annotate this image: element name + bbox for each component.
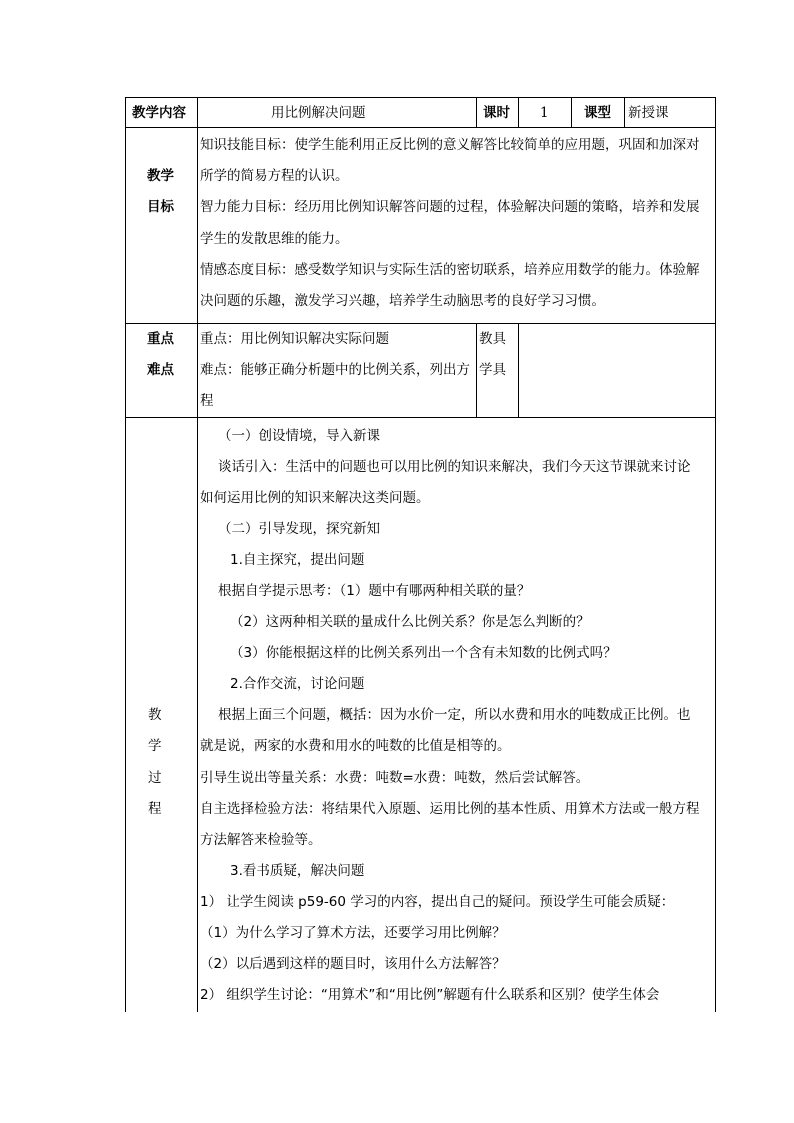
keypoints-line: 程 [200, 393, 214, 409]
table-border-row3 [125, 417, 716, 418]
keypoints-divider-tools [476, 323, 477, 417]
process-line: 3.看书质疑，解决问题 [230, 863, 365, 879]
keypoints-label-1: 重点 [147, 331, 174, 347]
content-label: 教学内容 [132, 105, 186, 121]
header-divider-hours [476, 97, 477, 127]
goals-label-1: 教学 [147, 168, 174, 184]
table-border-right [715, 97, 716, 1012]
keypoints-line: 难点：能够正确分析题中的比例关系，列出方 [200, 362, 470, 378]
process-line: 就是说，两家的水费和用水的吨数的比值是相等的。 [200, 738, 511, 754]
table-border-row2 [125, 323, 716, 324]
process-label-char: 过 [148, 770, 162, 786]
process-line: （1）为什么学习了算术方法，还要学习用比例解？ [200, 925, 506, 941]
process-label-char: 学 [148, 738, 162, 754]
goals-line: 所学的简易方程的认识。 [200, 168, 349, 184]
tools-label-1: 教具 [479, 331, 506, 347]
process-line: （2）这两种相关联的量成什么比例关系？你是怎么判断的？ [230, 614, 590, 630]
goals-line: 情感态度目标：感受数学知识与实际生活的密切联系，培养应用数学的能力。体验解 [200, 262, 700, 278]
keypoints-label-2: 难点 [147, 362, 174, 378]
process-line: 2.合作交流，讨论问题 [230, 676, 365, 692]
type-value: 新授课 [628, 105, 669, 121]
process-line: （3）你能根据这样的比例关系列出一个含有未知数的比例式吗？ [230, 645, 617, 661]
tools-label-2: 学具 [479, 362, 506, 378]
header-divider-hours-value [518, 97, 519, 127]
process-line: 自主选择检验方法：将结果代入原题、运用比例的基本性质、用算术方法或一般方程 [200, 801, 700, 817]
process-line: 1） 让学生阅读 p59-60 学习的内容，提出自己的疑问。预设学生可能会质疑： [200, 894, 675, 910]
goals-line: 智力能力目标：经历用比例知识解答问题的过程，体验解决问题的策略，培养和发展 [200, 199, 700, 215]
process-label-char: 教 [148, 707, 162, 723]
table-border-left [125, 97, 126, 1012]
process-line: （2）以后遇到这样的题目时，该用什么方法解答？ [200, 956, 506, 972]
goals-line: 学生的发散思维的能力。 [200, 231, 349, 247]
keypoints-line: 重点：用比例知识解决实际问题 [200, 331, 389, 347]
hours-value: 1 [540, 105, 549, 121]
process-line: 根据上面三个问题，概括：因为水价一定，所以水费和用水的吨数成正比例。也 [218, 707, 691, 723]
process-line: （一）创设情境，导入新课 [218, 428, 380, 444]
process-line: 方法解答来检验等。 [200, 832, 322, 848]
lesson-title: 用比例解决问题 [271, 105, 366, 121]
process-label-char: 程 [148, 801, 162, 817]
header-divider-type-value [624, 97, 625, 127]
table-col-divider [197, 97, 198, 1012]
process-line: 如何运用比例的知识来解决这类问题。 [200, 490, 430, 506]
process-line: （二）引导发现，探究新知 [218, 521, 380, 537]
goals-line: 知识技能目标：使学生能利用正反比例的意义解答比较简单的应用题，巩固和加深对 [200, 137, 700, 153]
hours-label: 课时 [483, 105, 510, 121]
goals-label-2: 目标 [147, 199, 174, 215]
process-line: 2） 组织学生讨论：“用算术”和“用比例”解题有什么联系和区别？使学生体会 [200, 987, 660, 1003]
header-divider-type [571, 97, 572, 127]
process-line: 引导生说出等量关系：水费：吨数=水费：吨数，然后尝试解答。 [200, 770, 590, 786]
type-label: 课型 [584, 105, 611, 121]
goals-line: 决问题的乐趣，激发学习兴趣，培养学生动脑思考的良好学习习惯。 [200, 293, 605, 309]
table-border-row1 [125, 127, 716, 128]
keypoints-divider-tools-value [518, 323, 519, 417]
process-line: 谈话引入：生活中的问题也可以用比例的知识来解决，我们今天这节课就来讨论 [218, 459, 691, 475]
table-border-top [125, 97, 716, 98]
process-line: 根据自学提示思考：（1）题中有哪两种相关联的量？ [218, 583, 531, 599]
process-line: 1.自主探究，提出问题 [230, 552, 365, 568]
